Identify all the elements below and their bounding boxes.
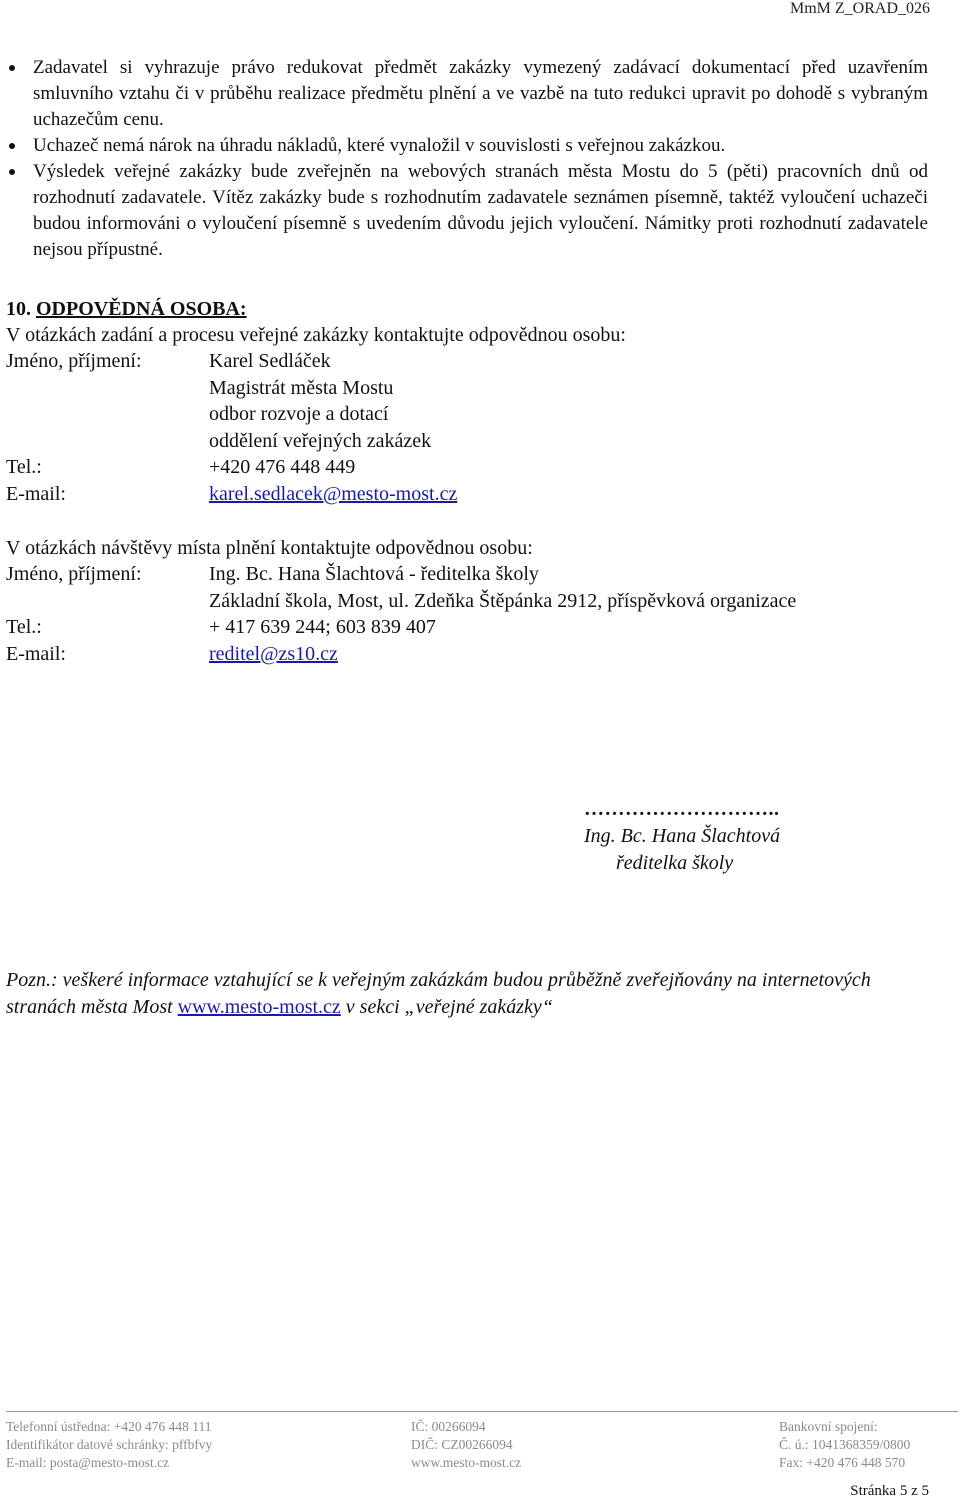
list-item: Uchazeč nemá nárok na úhradu nákladů, které vynaložil v souvislosti s veřejnou zakázkou.: [6, 133, 928, 159]
office-line: oddělení veřejných zakázek: [209, 429, 432, 452]
footer-id-column: [411, 1418, 521, 1472]
tel-label: Tel.:: [6, 456, 42, 478]
name-label: Jméno, příjmení:: [6, 350, 142, 372]
section-number: 10.: [6, 298, 31, 320]
website-link[interactable]: www.mesto-most.cz: [177, 996, 341, 1018]
signatory-role: ředitelka školy: [616, 852, 734, 874]
footer-line: Bankovní spojení:: [779, 1419, 878, 1434]
footer-divider: [6, 1411, 958, 1412]
footer-contact-column: [6, 1418, 212, 1472]
signature-block: [584, 796, 780, 877]
tel-label: Tel.:: [6, 616, 42, 638]
email-label: E-mail:: [6, 482, 66, 505]
footer-line: Fax: +420 476 448 570: [779, 1455, 906, 1470]
organization-line: Magistrát města Mostu: [209, 376, 394, 399]
name-label: Jméno, příjmení:: [6, 563, 142, 585]
contact-email-link[interactable]: karel.sedlacek@mesto-most.cz: [209, 482, 458, 505]
department-line: odbor rozvoje a dotací: [209, 403, 389, 425]
contact-phone: +420 476 448 449: [209, 456, 356, 478]
footer-line: DIČ: CZ00266094: [411, 1437, 513, 1452]
contact-email-link[interactable]: reditel@zs10.cz: [209, 642, 338, 665]
footer-line: Telefonní ústředna: +420 476 448 111: [6, 1419, 212, 1434]
contact-intro-1: V otázkách zadání a procesu veřejné zakázky kontaktujte odpovědnou osobu:: [6, 324, 626, 346]
footnote-text: Pozn.: veškeré informace vztahující se k veřejným zakázkám budou průběžně zveřejňovány na internetových stranách města Most: [6, 969, 871, 1018]
footnote-suffix: v sekci „veřejné zakázky“: [340, 996, 553, 1018]
contact-name: Karel Sedláček: [209, 350, 331, 372]
section-heading: [6, 296, 247, 322]
organization-line: Základní škola, Most, ul. Zdeňka Štěpánka 2912, příspěvková organizace: [209, 589, 797, 612]
footnote: [6, 967, 906, 1021]
conditions-list: [6, 55, 928, 263]
footer-line: Č. ú.: 1041368359/0800: [779, 1437, 911, 1452]
footer-line: Identifikátor datové schránky: pffbfvy: [6, 1437, 213, 1452]
footer-line: IČ: 00266094: [411, 1419, 486, 1434]
section-title: ODPOVĚDNÁ OSOBA:: [36, 298, 247, 320]
contact-intro-2: V otázkách návštěvy místa plnění kontaktujte odpovědnou osobu:: [6, 537, 533, 559]
contact-block-2: [6, 561, 796, 667]
list-item: Zadavatel si vyhrazuje právo redukovat předmět zakázky vymezený zadávací dokumentací před uzavřením smluvního vztahu či v průběhu realizace předmětu plnění a ve vazbě na tuto redukci upravit po dohodě s vybraným uchazečům cenu.: [6, 55, 928, 133]
signature-line: ………………………..: [584, 798, 780, 820]
footer-bank-column: [779, 1418, 910, 1472]
list-item: Výsledek veřejné zakázky bude zveřejněn na webových stranách města Mostu do 5 (pěti) pracovních dnů od rozhodnutí zadavatele. Vítěz zakázky bude s rozhodnutím zadavatele seznámen písemně, taktéž vyloučení uchazeči budou informováni o vyloučení písemně s uvedením důvodu jejich vyloučení. Námitky proti rozhodnutí zadavatele nejsou přípustné.: [6, 159, 928, 263]
footer-line: www.mesto-most.cz: [411, 1455, 522, 1470]
email-label: E-mail:: [6, 642, 66, 665]
document-code: MmM Z_ORAD_026: [789, 0, 930, 17]
contact-phone: + 417 639 244; 603 839 407: [209, 616, 436, 638]
page-number: Stránka 5 z 5: [850, 1483, 929, 1499]
contact-name: Ing. Bc. Hana Šlachtová - ředitelka školy: [209, 563, 539, 585]
signatory-name: Ing. Bc. Hana Šlachtová: [584, 825, 781, 847]
footer-line: E-mail: posta@mesto-most.cz: [6, 1455, 170, 1470]
contact-block-1: [6, 348, 457, 507]
